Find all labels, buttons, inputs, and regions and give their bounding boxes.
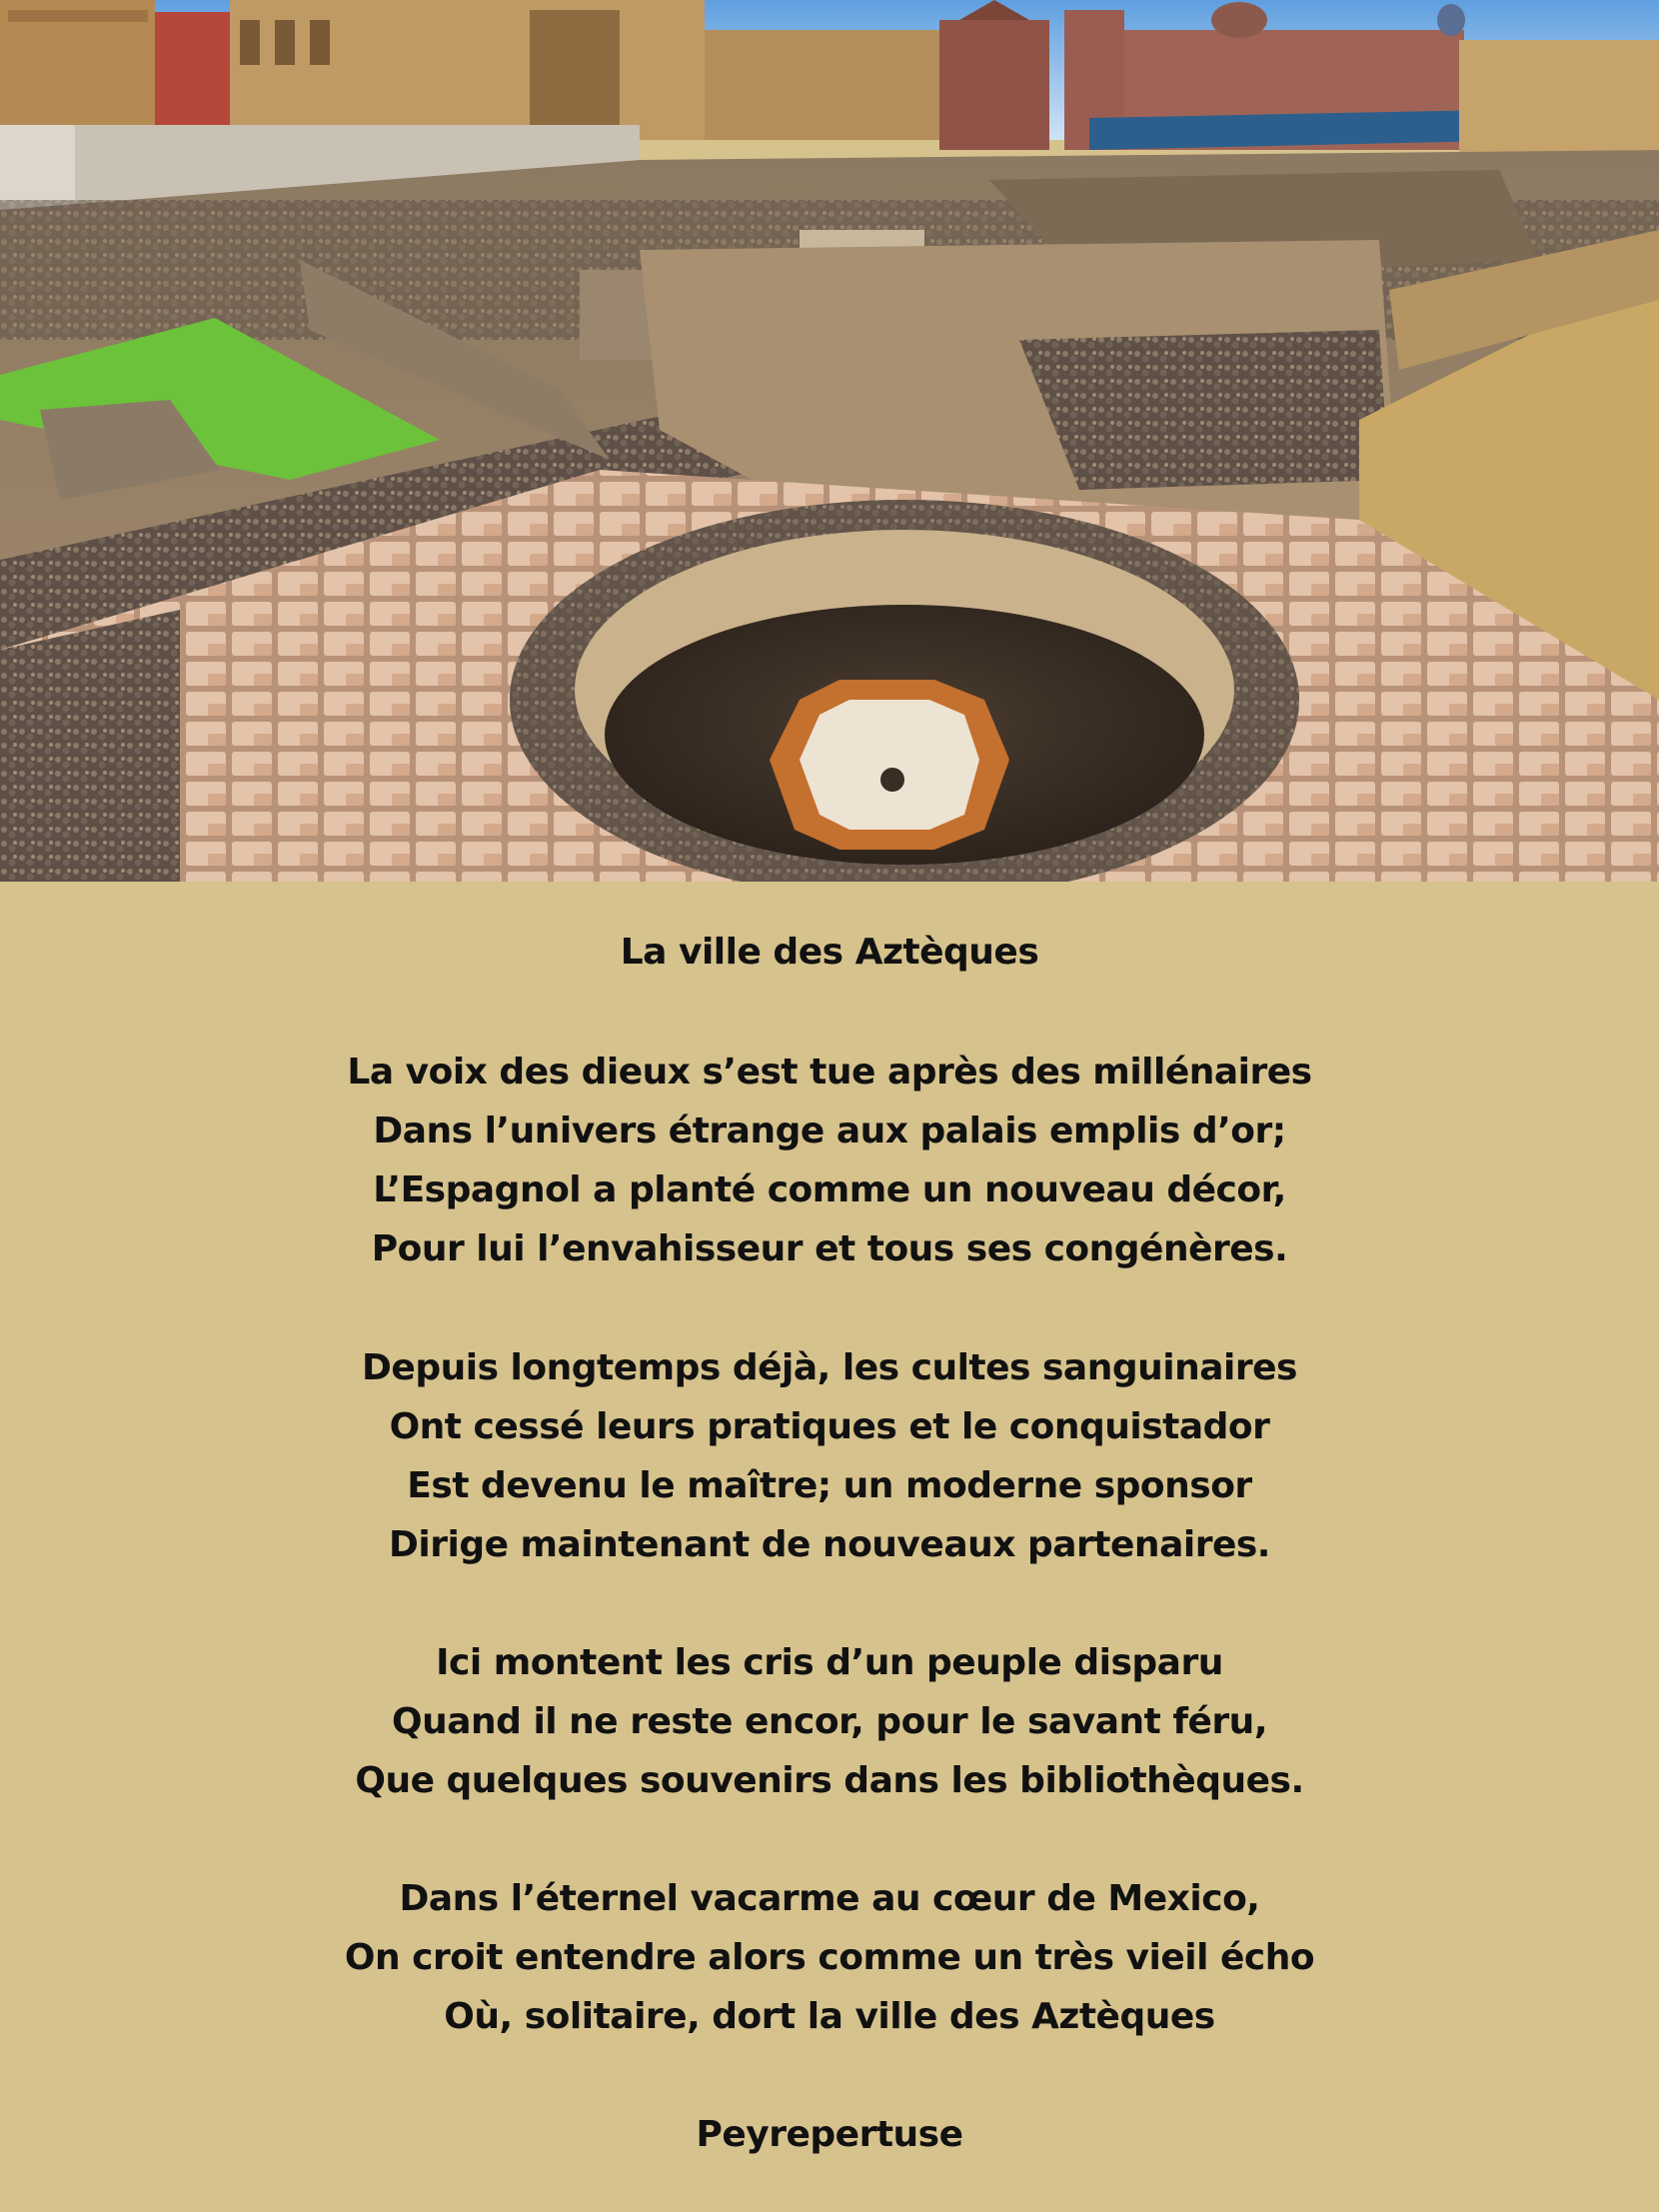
poem-line: Quand il ne reste encor, pour le savant féru, — [392, 1701, 1267, 1742]
ruins-photo — [0, 0, 1659, 882]
ruins-illustration — [0, 0, 1659, 882]
poem-line: Ont cessé leurs pratiques et le conquistador — [389, 1406, 1270, 1447]
poem-line: L’Espagnol a planté comme un nouveau décor, — [373, 1169, 1286, 1210]
poem-line: Dirige maintenant de nouveaux partenaires. — [389, 1524, 1270, 1565]
poem-line: Où, solitaire, dort la ville des Aztèques — [444, 1996, 1215, 2037]
poem-line: Dans l’éternel vacarme au cœur de Mexico, — [399, 1878, 1260, 1919]
stanza-4 — [0, 1869, 1659, 2046]
poem-line: Depuis longtemps déjà, les cultes sanguinaires — [362, 1347, 1297, 1388]
poem-line: Que quelques souvenirs dans les bibliothèques. — [355, 1760, 1304, 1801]
stanza-1 — [0, 1043, 1659, 1278]
poem-line: Pour lui l’envahisseur et tous ses congénères. — [371, 1228, 1288, 1269]
poem-line: La voix des dieux s’est tue après des millénaires — [347, 1052, 1312, 1093]
poem-line: Dans l’univers étrange aux palais emplis d’or; — [373, 1110, 1286, 1151]
stanza-2 — [0, 1338, 1659, 1574]
poem-line: On croit entendre alors comme un très vieil écho — [344, 1937, 1315, 1978]
stanza-3 — [0, 1633, 1659, 1810]
poem-line: Est devenu le maître; un moderne sponsor — [407, 1465, 1252, 1506]
poem-title: La ville des Aztèques — [620, 932, 1039, 973]
poem — [0, 882, 1659, 2212]
poem-author: Peyrepertuse — [696, 2114, 963, 2155]
poem-line: Ici montent les cris d’un peuple disparu — [436, 1642, 1223, 1683]
